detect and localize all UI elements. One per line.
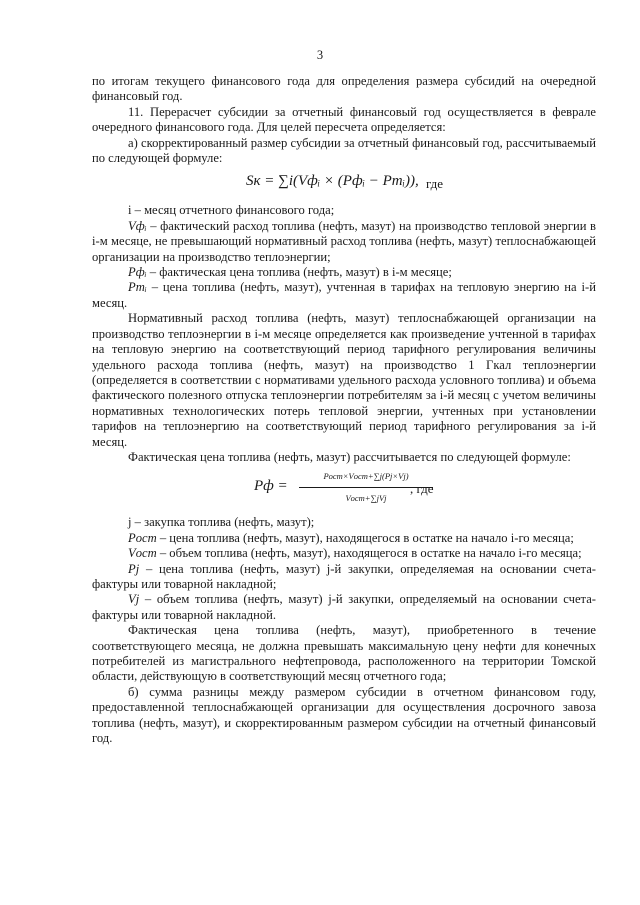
- paragraph-vj: [92, 592, 596, 623]
- text-pf: – фактическая цена топлива (нефть, мазут) в i-м месяце;: [146, 265, 452, 280]
- symbol-pf: Pфᵢ: [128, 265, 147, 280]
- paragraph-1: по итогам текущего финансового года для определения размера субсидий на очередной финансовый год.: [92, 74, 596, 104]
- document-body: [92, 74, 596, 746]
- paragraph-3: а) скорректированный размер субсидии за отчетный финансовый год, рассчитываемый по следующей формуле:: [92, 135, 596, 166]
- formula-actual-price: [92, 467, 596, 513]
- paragraph-actual-price: Фактическая цена топлива (нефть, мазут) рассчитывается по следующей формуле:: [128, 449, 571, 464]
- paragraph-pj: [92, 562, 596, 593]
- formula-price-suffix: , где: [410, 481, 434, 497]
- text-vost: – объем топлива (нефть, мазут), находящегося в остатке на начало i-го месяца;: [156, 546, 582, 561]
- paragraph-price-limit: Фактическая цена топлива (нефть, мазут), приобретенного в течение соответствующего месяца, не должна превышать максимальную цену нефти для конечных потребителей из магистрального нефтепровода, расположенного на территории Томской области, действующую в соответствующий месяц отчетного года;: [92, 623, 596, 684]
- paragraph-post: [92, 531, 596, 546]
- symbol-post: Pост: [128, 530, 157, 545]
- paragraph-normative: Нормативный расход топлива (нефть, мазут) теплоснабжающей организации на производство теплоэнергии в i-м месяце определяется как произведение учтенной в тарифах на тепловую энергию на соответствующий период тарифного регулирования величины удельного расхода топлива (нефть, мазут) на производство 1 Гкал теплоэнергии (определяется в соответствии с нормативами удельного расхода условного топлива) и объема фактического полезного отпуска теплоэнергии потребителям за i-й месяц с учетом величины нормативных технологических потерь тепловой энергии, учтенных при установлении тарифов на теплоэнергию на соответствующий период тарифного регулирования за i-й месяц.: [92, 311, 596, 449]
- symbol-vj: Vj: [128, 592, 140, 607]
- formula-price-denominator: Vост+∑jVj: [345, 492, 387, 503]
- text-post: – цена топлива (нефть, мазут), находящегося в остатке на начало i-го месяца;: [156, 530, 574, 545]
- paragraph-vost: [92, 546, 596, 561]
- paragraph-pt: [92, 280, 596, 311]
- paragraph-pf: [92, 265, 596, 280]
- page-number: 3: [316, 48, 324, 62]
- formula-subsidy: [92, 168, 596, 202]
- paragraph-i-month: i – месяц отчетного финансового года;: [128, 203, 335, 218]
- symbol-pj: Pj: [128, 561, 140, 576]
- symbol-vost: Vост: [128, 546, 157, 561]
- formula-price-lhs: Pф =: [254, 478, 288, 495]
- symbol-pt: Pтᵢ: [128, 280, 147, 295]
- formula-subsidy-suffix: где: [426, 176, 444, 192]
- text-pj: – цена топлива (нефть, мазут) j-й закупки, определяемая на основании счета-фактуры или товарной накладной;: [92, 561, 596, 591]
- text-vj: – объем топлива (нефть, мазут) j-й закупки, определяемый на основании счета-фактуры или товарной накладной.: [92, 592, 596, 622]
- paragraph-j-purchase: j – закупка топлива (нефть, мазут);: [128, 515, 315, 530]
- text-pt: – цена топлива (нефть, мазут), учтенная в тарифах на тепловую энергию на i-й месяц.: [92, 280, 596, 310]
- paragraph-b-difference: б) сумма разницы между размером субсидии в отчетном финансовом году, предоставленной теплоснабжающей организации для осуществления досрочного завоза топлива (нефть, мазут), и скорректированным размером субсидии на отчетный финансовый год.: [92, 684, 596, 746]
- formula-price-numerator: Pост×Vост+∑j(Pj×Vj): [299, 469, 433, 487]
- symbol-vf: Vфᵢ: [128, 218, 147, 233]
- formula-subsidy-expression: Sк = ∑i(Vфᵢ × (Pфᵢ − Pтᵢ)),: [246, 173, 419, 190]
- paragraph-2: 11. Перерасчет субсидии за отчетный финансовый год осуществляется в феврале очередного финансового года. Для целей пересчета определяется:: [92, 104, 596, 135]
- text-vf: – фактический расход топлива (нефть, мазут) на производство тепловой энергии в i-м месяце, не превышающий нормативный расход топлива (нефть, мазут) теплоснабжающей организации на производство теплоэнергии;: [92, 218, 596, 264]
- paragraph-vf: [92, 219, 596, 265]
